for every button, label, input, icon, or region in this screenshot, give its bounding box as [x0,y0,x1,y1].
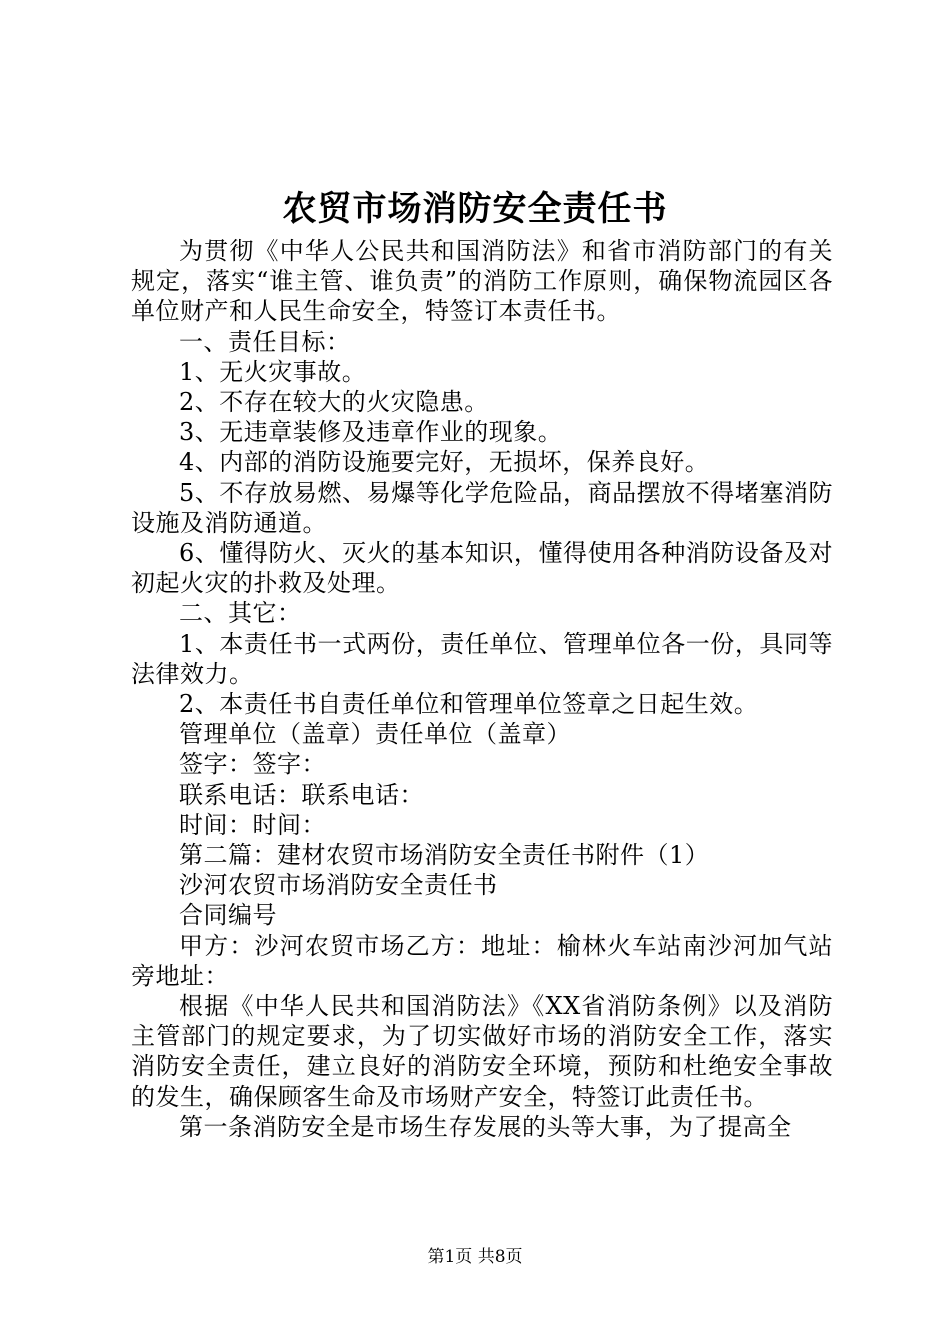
page-number-footer: 第1页 共8页 [427,1247,523,1267]
document-title: 农贸市场消防安全责任书 [282,189,668,229]
paragraph: 甲方：沙河农贸市场乙方：地址：榆林火车站南沙河加气站旁地址： [131,931,833,990]
paragraph: 2、不存在较大的火灾隐患。 [179,388,489,417]
paragraph: 管理单位（盖章）责任单位（盖章） [179,720,571,749]
paragraph: 第一条消防安全是市场生存发展的头等大事，为了提高全 [179,1112,792,1141]
paragraph: 1、无火灾事故。 [179,357,367,386]
paragraph: 合同编号 [179,901,277,930]
paragraph: 6、懂得防火、灭火的基本知识，懂得使用各种消防设备及对初起火灾的扑救及处理。 [131,539,833,598]
paragraph: 根据《中华人民共和国消防法》《XX省消防条例》以及消防主管部门的规定要求，为了切实做好市场的消防安全工作，落实消防安全责任，建立良好的消防安全环境，预防和杜绝安全事故的发生，确保顾客生命及市场财产安全，特签订此责任书。 [131,992,833,1111]
paragraph: 一、责任目标： [179,327,351,356]
paragraph: 签字：签字： [179,750,326,779]
paragraph: 1、本责任书一式两份，责任单位、管理单位各一份，具同等法律效力。 [131,629,833,688]
paragraph: 二、其它： [179,599,302,628]
paragraph: 4、内部的消防设施要完好，无损坏，保养良好。 [179,448,710,477]
paragraph: 时间：时间： [179,810,326,839]
paragraph: 联系电话：联系电话： [179,780,424,809]
paragraph: 2、本责任书自责任单位和管理单位签章之日起生效。 [179,690,759,719]
paragraph: 沙河农贸市场消防安全责任书 [179,871,498,900]
paragraph: 第二篇：建材农贸市场消防安全责任书附件（1） [179,841,710,870]
paragraph: 3、无违章装修及违章作业的现象。 [179,418,563,447]
paragraph: 为贯彻《中华人公民共和国消防法》和省市消防部门的有关规定，落实“谁主管、谁负责”的消防工作原则，确保物流园区各单位财产和人民生命安全，特签订本责任书。 [131,237,833,326]
paragraph: 5、不存放易燃、易爆等化学危险品，商品摆放不得堵塞消防设施及消防通道。 [131,478,833,537]
document-body [131,236,833,1142]
